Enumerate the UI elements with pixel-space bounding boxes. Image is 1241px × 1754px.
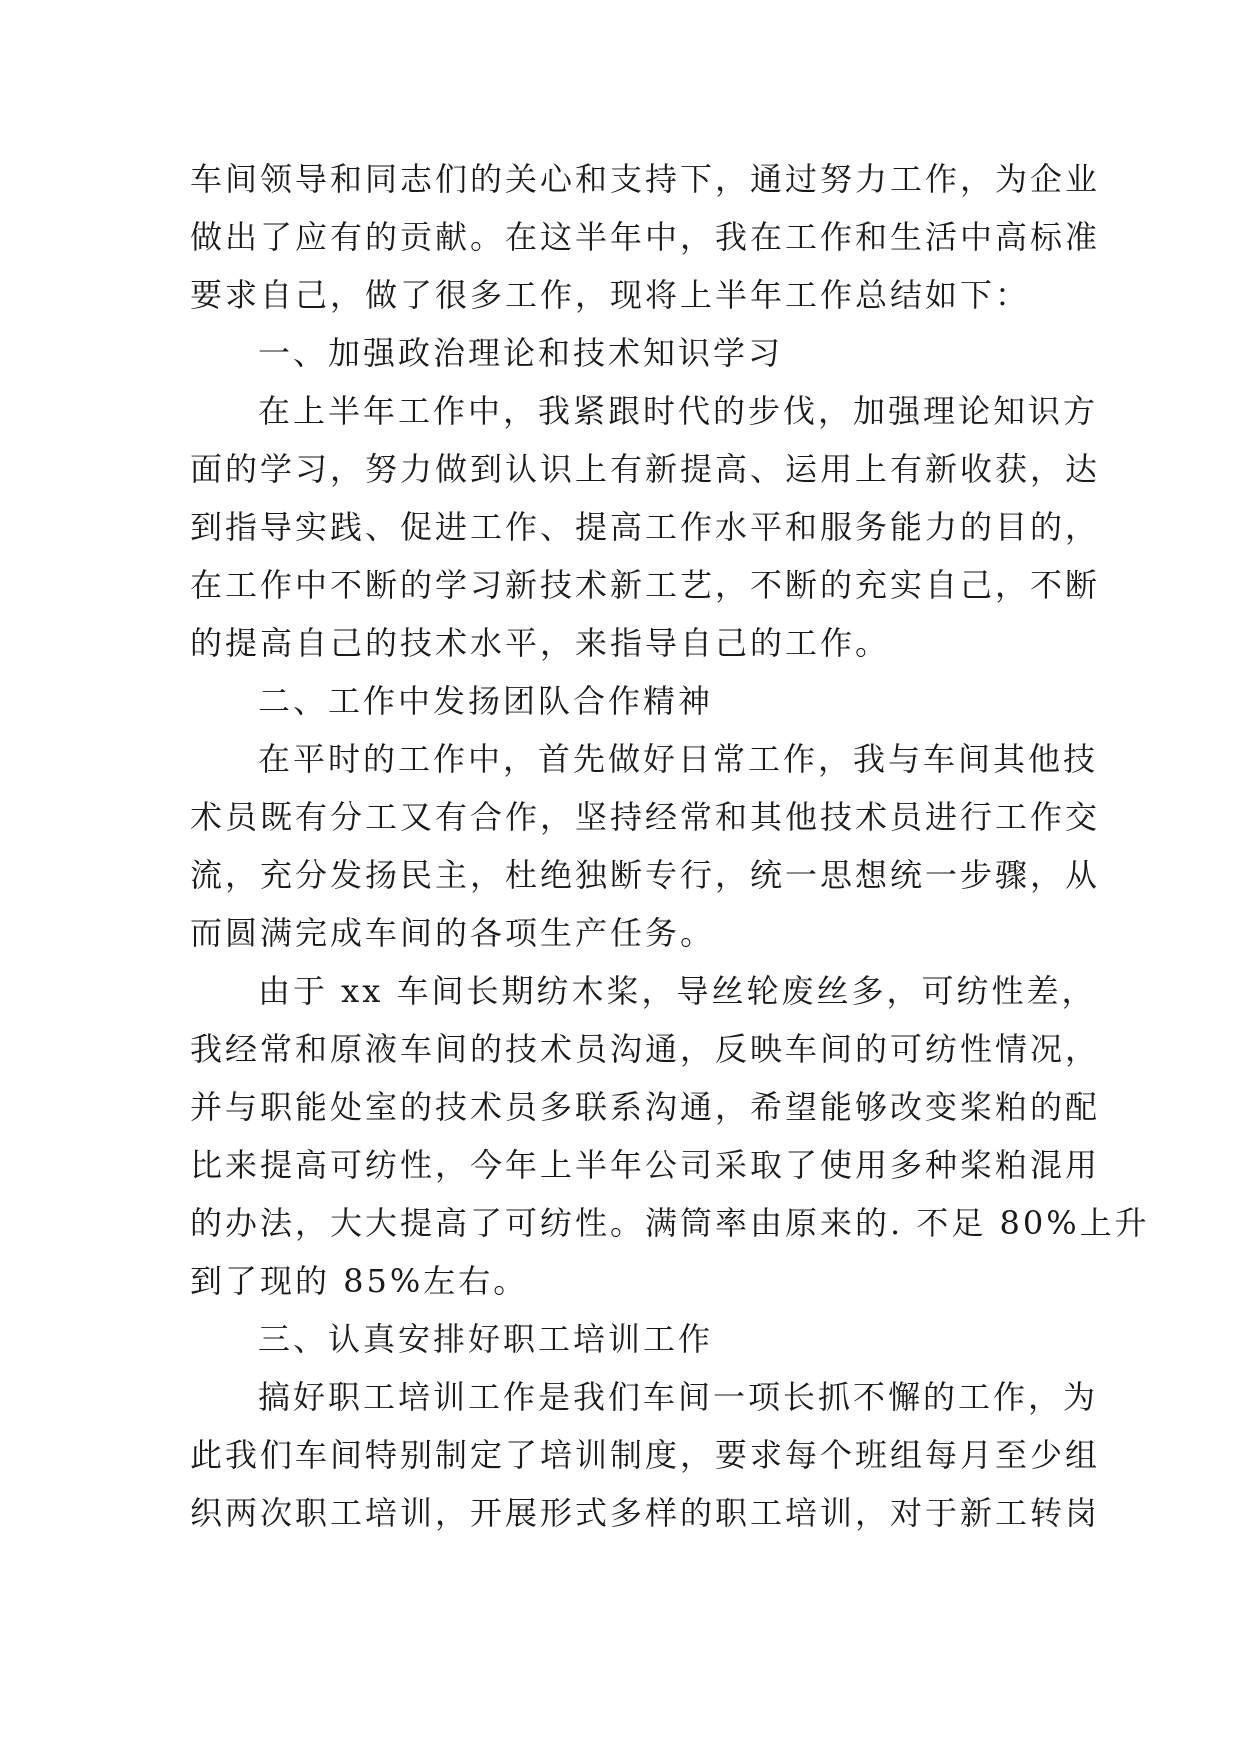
paragraph-continuation [190,150,1101,324]
text-line: 要求自己，做了很多工作，现将上半年工作总结如下： [190,276,1031,314]
text-line: 我经常和原液车间的技术员沟通，反映车间的可纺性情况， [190,1030,1101,1068]
text-line: 在平时的工作中，首先做好日常工作，我与车间其他技 [258,740,1099,778]
text-line: 做出了应有的贡献。在这半年中，我在工作和生活中高标准 [190,218,1101,256]
text-line: 的提高自己的技术水平，来指导自己的工作。 [190,624,891,662]
paragraph-teamwork [190,730,1101,962]
text-line: 而圆满完成车间的各项生产任务。 [190,914,716,952]
text-line: 面的学习，努力做到认识上有新提高、运用上有新收获，达 [190,450,1101,488]
text-line: 车间领导和同志们的关心和支持下，通过努力工作，为企业 [190,160,1101,198]
text-line: 到了现的 85%左右。 [190,1262,529,1300]
section-heading-3: 三、认真安排好职工培训工作 [258,1320,714,1358]
text-line: 搞好职工培训工作是我们车间一项长抓不懈的工作，为 [258,1378,1099,1416]
section-heading-1: 一、加强政治理论和技术知识学习 [258,334,784,372]
text-line: 术员既有分工又有合作，坚持经常和其他技术员进行工作交 [190,798,1101,836]
paragraph-study [190,382,1101,672]
section-heading-2: 二、工作中发扬团队合作精神 [258,682,714,720]
paragraph-spinnability [190,962,1150,1310]
text-line: 流，充分发扬民主，杜绝独断专行，统一思想统一步骤，从 [190,856,1101,894]
document-page [190,150,1150,1542]
paragraph-training [190,1368,1101,1542]
text-line: 由于 xx 车间长期纺木桨，导丝轮废丝多，可纺性差， [258,972,1097,1010]
text-line: 此我们车间特别制定了培训制度，要求每个班组每月至少组 [190,1436,1101,1474]
text-line: 在工作中不断的学习新技术新工艺，不断的充实自己，不断 [190,566,1101,604]
text-line: 织两次职工培训，开展形式多样的职工培训，对于新工转岗 [190,1494,1101,1532]
text-line: 并与职能处室的技术员多联系沟通，希望能够改变桨粕的配 [190,1088,1101,1126]
text-line: 到指导实践、促进工作、提高工作水平和服务能力的目的， [190,508,1101,546]
text-line: 的办法，大大提高了可纺性。满筒率由原来的. 不足 80%上升 [190,1204,1150,1242]
text-line: 比来提高可纺性，今年上半年公司采取了使用多种桨粕混用 [190,1146,1101,1184]
text-line: 在上半年工作中，我紧跟时代的步伐，加强理论知识方 [258,392,1099,430]
